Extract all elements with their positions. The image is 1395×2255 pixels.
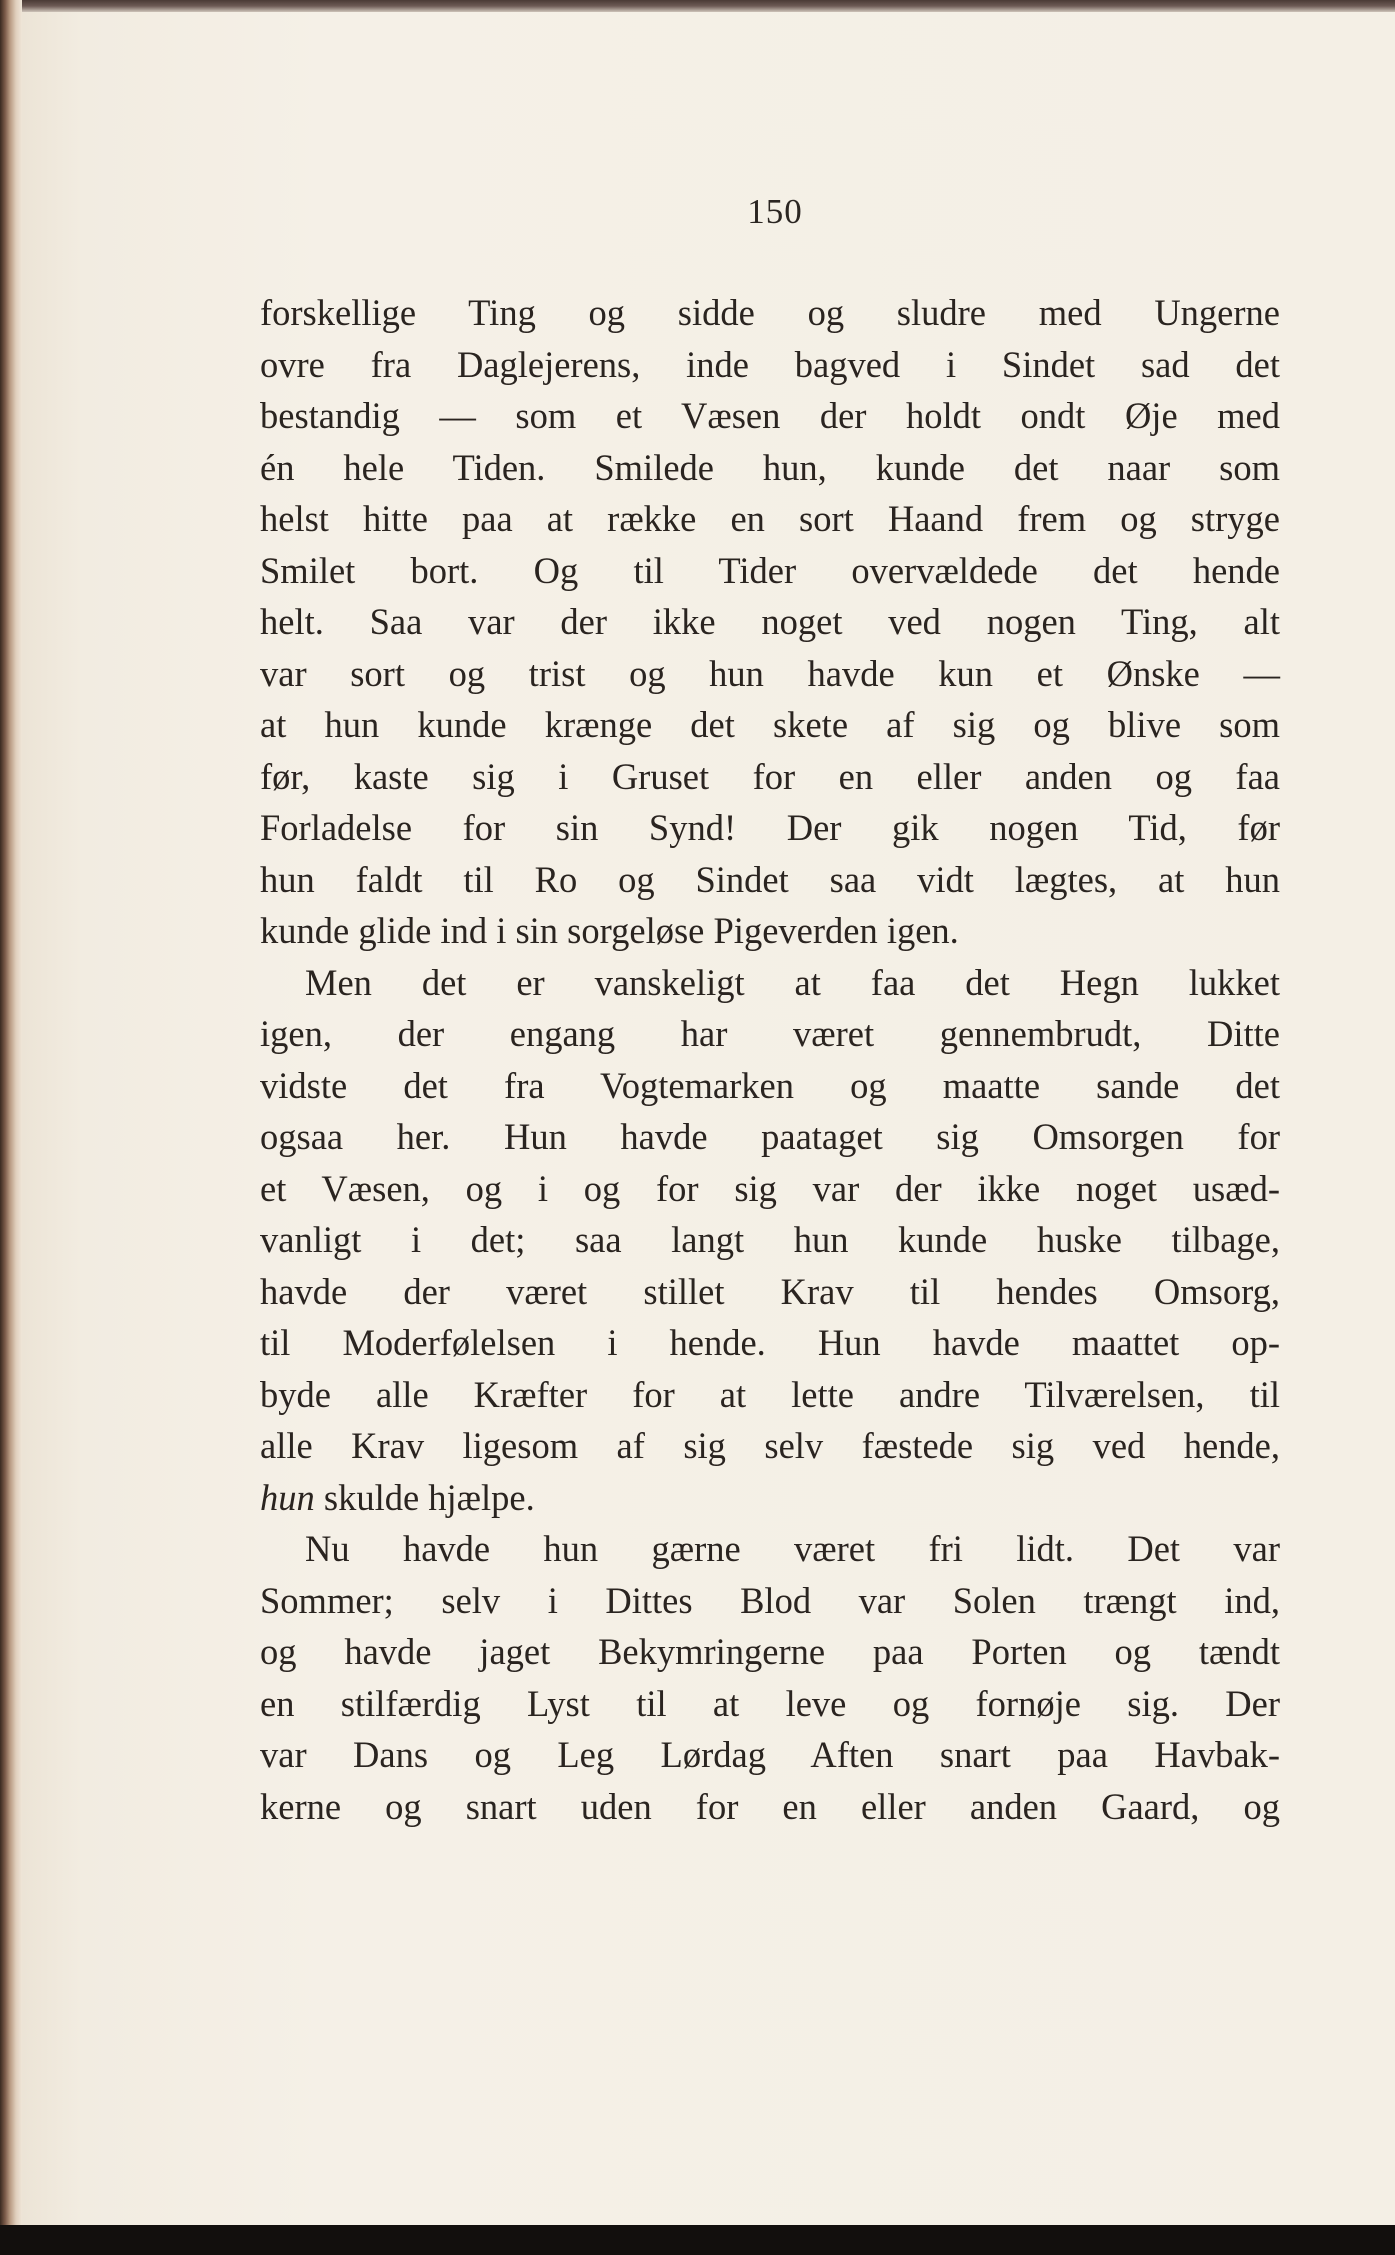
text-line: til Moderfølelsen i hende. Hun havde maattet op- <box>260 1322 1280 1363</box>
text-line: helt. Saa var der ikke noget ved nogen Ting, alt <box>260 601 1280 642</box>
text-line: ovre fra Daglejerens, inde bagved i Sindet sad det <box>260 343 1280 385</box>
text-line-paragraph-start: Nu havde hun gærne været fri lidt. Det var <box>305 1528 1280 1569</box>
text-line: Forladelse for sin Synd! Der gik nogen Tid, før <box>260 807 1280 848</box>
text-line: helst hitte paa at række en sort Haand frem og stryge <box>260 498 1280 539</box>
text-line: et Væsen, og i og for sig var der ikke noget usæd- <box>260 1167 1280 1209</box>
text-line: bestandig — som et Væsen der holdt ondt Øje med <box>260 395 1280 436</box>
text-line: var sort og trist og hun havde kun et Ønske — <box>260 652 1280 694</box>
text-line: havde der været stillet Krav til hendes Omsorg, <box>260 1270 1280 1312</box>
text-line: alle Krav ligesom af sig selv fæstede sig ved hende, <box>260 1425 1280 1466</box>
text-line: forskellige Ting og sidde og sludre med Ungerne <box>260 292 1280 333</box>
text-line: hun faldt til Ro og Sindet saa vidt lægtes, at hun <box>260 858 1280 900</box>
text-line: kunde glide ind i sin sorgeløse Pigeverden igen. <box>260 910 959 951</box>
text-line: Sommer; selv i Dittes Blod var Solen trængt ind, <box>260 1579 1280 1621</box>
text-line: Smilet bort. Og til Tider overvældede det hende <box>260 549 1280 591</box>
text-line-paragraph-start: Men det er vanskeligt at faa det Hegn lukket <box>305 961 1280 1003</box>
text-line: var Dans og Leg Lørdag Aften snart paa Havbak- <box>260 1734 1280 1775</box>
text-line: kerne og snart uden for en eller anden Gaard, og <box>260 1785 1280 1827</box>
text-line: før, kaste sig i Gruset for en eller anden og faa <box>260 755 1280 797</box>
scan-bottom-edge <box>0 2225 1395 2255</box>
text-line: en stilfærdig Lyst til at leve og fornøje sig. Der <box>260 1682 1280 1724</box>
text-line: at hun kunde krænge det skete af sig og blive som <box>260 704 1280 745</box>
text-line: og havde jaget Bekymringerne paa Porten og tændt <box>260 1631 1280 1672</box>
book-spine-edge <box>0 0 22 2255</box>
text-line-rest: skulde hjælpe. <box>323 1476 535 1518</box>
text-line: vanligt i det; saa langt hun kunde huske tilbage, <box>260 1219 1280 1260</box>
text-line <box>260 1472 1280 1524</box>
body-text <box>260 287 1280 1832</box>
book-top-edge <box>0 0 1395 12</box>
page-number: 150 <box>747 192 803 231</box>
text-line: én hele Tiden. Smilede hun, kunde det naar som <box>260 446 1280 488</box>
text-line: ogsaa her. Hun havde paataget sig Omsorgen for <box>260 1116 1280 1157</box>
text-line: igen, der engang har været gennembrudt, Ditte <box>260 1013 1280 1054</box>
italic-word: hun <box>260 1476 315 1518</box>
text-line: vidste det fra Vogtemarken og maatte sande det <box>260 1064 1280 1106</box>
text-line: byde alle Kræfter for at lette andre Tilværelsen, til <box>260 1373 1280 1415</box>
